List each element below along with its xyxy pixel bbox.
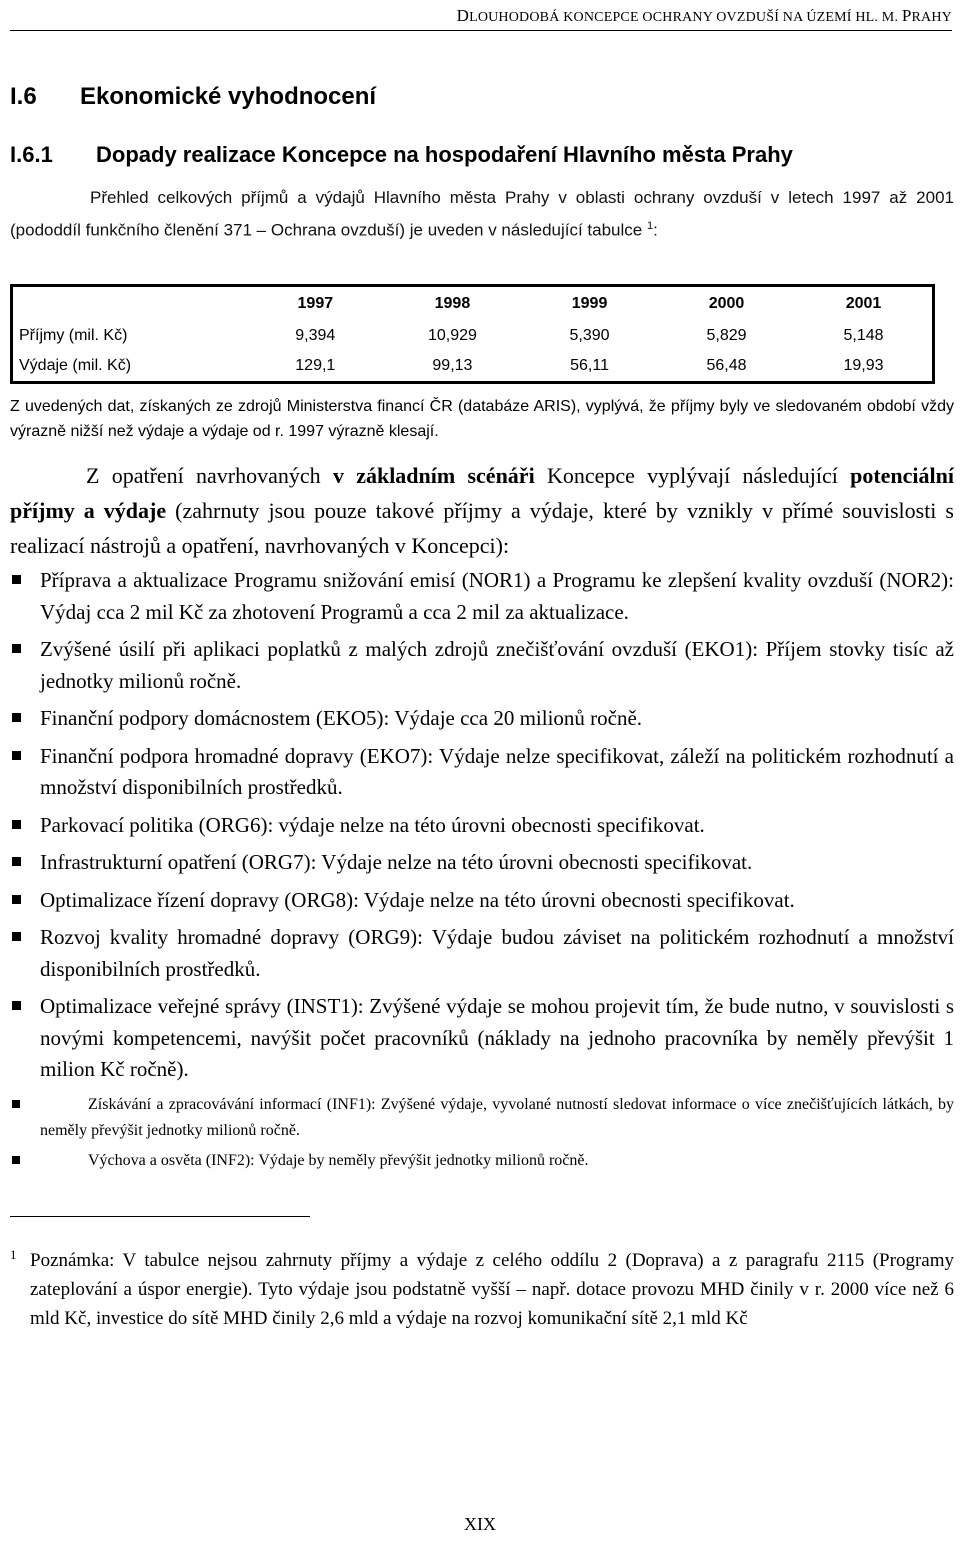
bullet-square-icon	[12, 1100, 20, 1108]
scenario-paragraph: Z opatření navrhovaných v základním scénáři Koncepce vyplývají následující potenciální příjmy a výdaje (zahrnuty jsou pouze takové příjmy a výdaje, které by vznikly v přímé souvislosti s realizací nástrojů a opatření, navrhovaných v Koncepci):	[10, 463, 954, 558]
table-cell: 56,11	[570, 357, 609, 374]
list-item: Optimalizace veřejné správy (INST1): Zvýšené výdaje se mohou projevit tím, že bude nutno, v souvislosti s novými kompetencemi, navýšit počet pracovníků (náklady na jednoho pracovníka by neměly převýšit 1 milion Kč ročně).	[10, 991, 954, 1086]
footnote-mark: 1	[10, 1247, 17, 1262]
year-header: 1997	[297, 295, 334, 312]
table-row	[12, 321, 934, 351]
subsection-number: I.6.1	[10, 142, 53, 167]
list-item: Výchova a osvěta (INF2): Výdaje by neměly převýšit jednotky milionů ročně.	[10, 1148, 954, 1174]
footnote-reference[interactable]: 1	[646, 220, 654, 232]
year-header: 2001	[845, 295, 882, 312]
section-number: I.6	[10, 83, 37, 110]
table-cell: 10,929	[427, 327, 477, 344]
list-item: Optimalizace řízení dopravy (ORG8): Výdaje nelze na této úrovni obecnosti specifikovat.	[10, 885, 954, 917]
table-cell: 99,13	[432, 357, 473, 374]
bullet-square-icon	[12, 751, 21, 760]
footnote	[10, 1246, 954, 1333]
table-cell: 5,829	[706, 327, 747, 344]
bullet-square-icon	[12, 895, 21, 904]
footnote-separator	[10, 1216, 310, 1217]
list-item: Příprava a aktualizace Programu snižování emisí (NOR1) a Programu ke zlepšení kvality ovzduší (NOR2): Výdaj cca 2 mil Kč za zhotovení Programů a cca 2 mil za aktualizace.	[10, 565, 954, 628]
list-item: Finanční podpora hromadné dopravy (EKO7): Výdaje nelze specifikovat, záleží na politickém rozhodnutí a množství disponibilních prostředků.	[10, 741, 954, 804]
list-item: Infrastrukturní opatření (ORG7): Výdaje nelze na této úrovni obecnosti specifikovat.	[10, 847, 954, 879]
list-item: Finanční podpory domácnostem (EKO5): Výdaje cca 20 milionů ročně.	[10, 703, 954, 735]
year-header: 2000	[708, 295, 745, 312]
page-number: XIX	[464, 1514, 496, 1534]
table-cell: 5,390	[569, 327, 610, 344]
section-heading	[10, 83, 376, 111]
income-expense-table	[10, 284, 935, 384]
bullet-square-icon	[12, 644, 21, 653]
bullet-square-icon	[12, 575, 21, 584]
year-header: 1998	[434, 295, 471, 312]
header-rule	[10, 30, 952, 31]
bullet-square-icon	[12, 713, 21, 722]
list-item: Zvýšené úsilí při aplikaci poplatků z malých zdrojů znečišťování ovzduší (EKO1): Příjem stovky tisíc až jednotky milionů ročně.	[10, 634, 954, 697]
bullet-square-icon	[12, 820, 21, 829]
running-header: DLOUHODOBÁ KONCEPCE OCHRANY OVZDUŠÍ NA ÚZEMÍ HL. M. PRAHY	[456, 6, 952, 25]
list-item: Rozvoj kvality hromadné dopravy (ORG9): Výdaje budou záviset na politickém rozhodnutí a množství disponibilních prostředků.	[10, 922, 954, 985]
section-title: Ekonomické vyhodnocení	[80, 83, 377, 110]
year-header: 1999	[571, 295, 608, 312]
bullet-square-icon	[12, 932, 21, 941]
row-label: Příjmy (mil. Kč)	[19, 327, 128, 344]
table-header-row	[12, 286, 934, 322]
list-item: Získávání a zpracovávání informací (INF1): Zvýšené výdaje, vyvolané nutností sledovat informace o více znečišťujících látkách, by neměly převýšit jednotky milionů ročně.	[10, 1092, 954, 1144]
subsection-title: Dopady realizace Koncepce na hospodaření Hlavního města Prahy	[96, 142, 793, 167]
footnote-text: Poznámka: V tabulce nejsou zahrnuty příjmy a výdaje z celého oddílu 2 (Doprava) a z paragrafu 2115 (Programy zateplování a úspor energie). Tyto výdaje jsou podstatně vyšší – např. dotace provozu MHD činily v r. 2000 více než 6 mld Kč, investice do sítě MHD činily 2,6 mld a výdaje na rozvoj komunikační sítě 2,1 mld Kč	[30, 1250, 954, 1329]
table-cell: 9,394	[295, 327, 336, 344]
intro-paragraph: Přehled celkových příjmů a výdajů Hlavního města Prahy v oblasti ochrany ovzduší v letech 1997 až 2001 (pododdíl funkčního členění 371 – Ochrana ovzduší) je uveden v následující tabulce $^1$:	[10, 188, 954, 240]
table-cell: 19,93	[843, 357, 884, 374]
table-cell: 129,1	[295, 357, 336, 374]
bullet-square-icon	[12, 1001, 21, 1010]
measures-list	[10, 565, 954, 1178]
table-cell: 5,148	[843, 327, 884, 344]
bullet-square-icon	[12, 1156, 20, 1164]
list-item: Parkovací politika (ORG6): výdaje nelze na této úrovni obecnosti specifikovat.	[10, 810, 954, 842]
row-label: Výdaje (mil. Kč)	[19, 357, 132, 374]
bullet-square-icon	[12, 857, 21, 866]
summary-paragraph: Z uvedených dat, získaných ze zdrojů Ministerstva financí ČR (databáze ARIS), vyplývá, že příjmy byly ve sledovaném období vždy výrazně nižší než výdaje a výdaje od r. 1997 výrazně klesají.	[10, 398, 954, 440]
subsection-heading	[10, 142, 793, 168]
table-row	[12, 351, 934, 383]
table-cell: 56,48	[706, 357, 747, 374]
